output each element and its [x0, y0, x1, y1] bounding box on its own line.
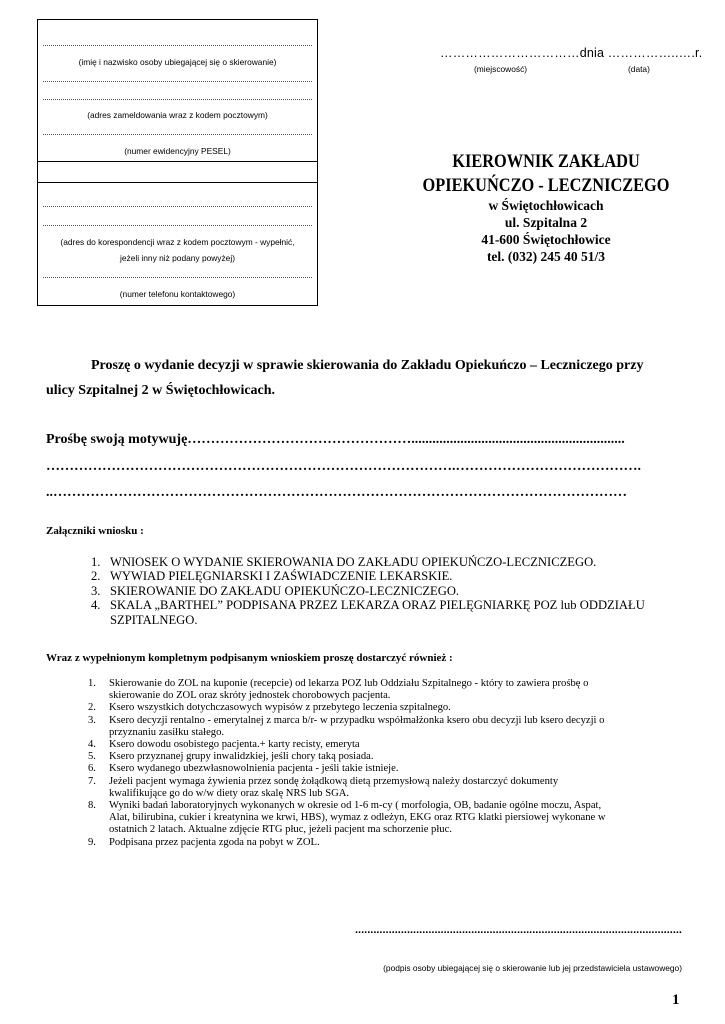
list-item: 7. Jeżeli pacjent wymaga żywienia przez sondę żołądkową dietą przemysłową należy dostarczyć dokumenty kwalifikujące go do w/w diety oraz skalę NRS lub SGA.: [88, 775, 559, 799]
addressee-postcode: 41-600 Świętochłowice: [481, 232, 611, 247]
list-item: 2. Ksero wszystkich dotychczasowych wypisów z przebytego leczenia szpitalnego.: [88, 702, 451, 714]
addressee-street: ul. Szpitalna 2: [504, 215, 588, 230]
motivation-line-1[interactable]: [46, 432, 682, 448]
box-divider-1: [38, 161, 317, 162]
phone-caption: (numer telefonu kontaktowego): [119, 289, 236, 299]
attachments-heading: Załączniki wniosku :: [46, 525, 144, 537]
list-item: 1. WNIOSEK O WYDANIE SKIEROWANIA DO ZAKŁADU OPIEKUŃCZO-LECZNICZEGO.: [91, 555, 597, 569]
address-field-1[interactable]: [43, 81, 312, 82]
includes-heading: Wraz z wypełnionym kompletnym podpisanym wnioskiem proszę dostarczyć również :: [46, 652, 453, 664]
name-caption: (imię i nazwisko osoby ubiegającej się o skierowanie): [78, 57, 277, 67]
date-caption: (data): [628, 64, 650, 74]
place-caption: (miejscowość): [474, 64, 528, 74]
addressee-city: w Świętochłowicach: [488, 198, 604, 213]
correspondence-caption-1: (adres do korespondencji wraz z kodem pocztowym - wypełnić,: [60, 237, 295, 247]
signature-field[interactable]: ...........................................................................................................: [354, 924, 682, 936]
addressee-title-1: KIEROWNIK ZAKŁADU: [452, 151, 640, 172]
request-line-1: Proszę o wydanie decyzji w sprawie skierowania do Zakładu Opiekuńczo – Leczniczego przy: [91, 358, 644, 373]
address-caption: (adres zameldowania wraz z kodem pocztowym): [87, 110, 268, 120]
list-item: 6. Ksero wydanego ubezwłasnowolnienia pacjenta - jeśli takie istnieje.: [88, 763, 399, 775]
pesel-field[interactable]: [43, 134, 312, 135]
page-number: 1: [672, 992, 680, 1008]
list-item: 4. Ksero dowodu osobistego pacjenta.+ karty recisty, emeryta: [88, 739, 360, 751]
name-field[interactable]: [43, 45, 312, 46]
includes-list: [88, 678, 699, 849]
place-date-field[interactable]: ……………………………dnia ……………..….r.: [440, 46, 703, 60]
list-item: 3. SKIEROWANIE DO ZAKŁADU OPIEKUŃCZO-LECZNICZEGO.: [91, 583, 460, 598]
phone-field[interactable]: [43, 277, 312, 278]
correspondence-field-2[interactable]: [43, 225, 312, 226]
correspondence-field-1[interactable]: [43, 206, 312, 207]
applicant-box: [37, 19, 318, 306]
motivation-label: Prośbę swoją motywuję: [46, 432, 188, 447]
addressee-title-2: OPIEKUŃCZO - LECZNICZEGO: [422, 175, 670, 196]
attachments-list: [91, 555, 670, 627]
motivation-line-3[interactable]: ..……………………………………………………………………………………………………………: [46, 485, 627, 500]
list-item: 3. Ksero decyzji rentalno - emerytalnej z marca b/r- w przypadku współmałżonka ksero obu decyzji lub ksero decyzji o przyznaniu zasiłku stałego.: [88, 714, 605, 738]
list-item: 9. Podpisana przez pacjenta zgoda na pobyt w ZOL.: [88, 836, 320, 848]
motivation-dots-1: ………………………………………….............................................................: [187, 432, 625, 447]
address-field-2[interactable]: [43, 99, 312, 100]
motivation-line-2[interactable]: …………………………………………………………………………….………………………………….: [46, 459, 641, 474]
pesel-caption: (numer ewidencyjny PESEL): [124, 146, 231, 156]
list-item: 5. Ksero przyznanej grupy inwalidzkiej, jeśli chory taką posiada.: [88, 751, 374, 763]
signature-caption: (podpis osoby ubiegającej się o skierowanie lub jej przedstawiciela ustawowego): [383, 963, 682, 973]
list-item: 8. Wyniki badań laboratoryjnych wykonanych w okresie od 1-6 m-cy ( morfologia, OB, badanie ogólne moczu, Aspat, Alat, bilirubina, cukier i kreatynina we krwi, HBS), wymaz z odleżyn, EKG oraz RTG klatki piersiowej wykonane w ostatnich 2 latach. Aktualne zdjęcie RTG płuc, jeżeli pacjent ma schorzenie płuc.: [88, 800, 606, 836]
list-item: 1. Skierowanie do ZOL na kuponie (recepcie) od lekarza POZ lub Oddziału Szpitalnego - który to zawiera prośbę o skierowanie do ZOL oraz skróty jednostek chorobowych pacjenta.: [88, 678, 589, 702]
correspondence-caption-2: jeżeli inny niż podany powyżej): [120, 253, 235, 263]
addressee-phone: tel. (032) 245 40 51/3: [486, 249, 606, 264]
box-divider-2: [38, 182, 317, 183]
list-item: 2. WYWIAD PIELĘGNIARSKI I ZAŚWIADCZENIE LEKARSKIE.: [91, 569, 453, 584]
list-item: 4. SKALA „BARTHEL” PODPISANA PRZEZ LEKARZA ORAZ PIELĘGNIARKĘ POZ lub ODDZIAŁU SZPITALNEGO.: [91, 598, 645, 627]
request-line-2: ulicy Szpitalnej 2 w Świętochłowicach.: [46, 383, 276, 398]
